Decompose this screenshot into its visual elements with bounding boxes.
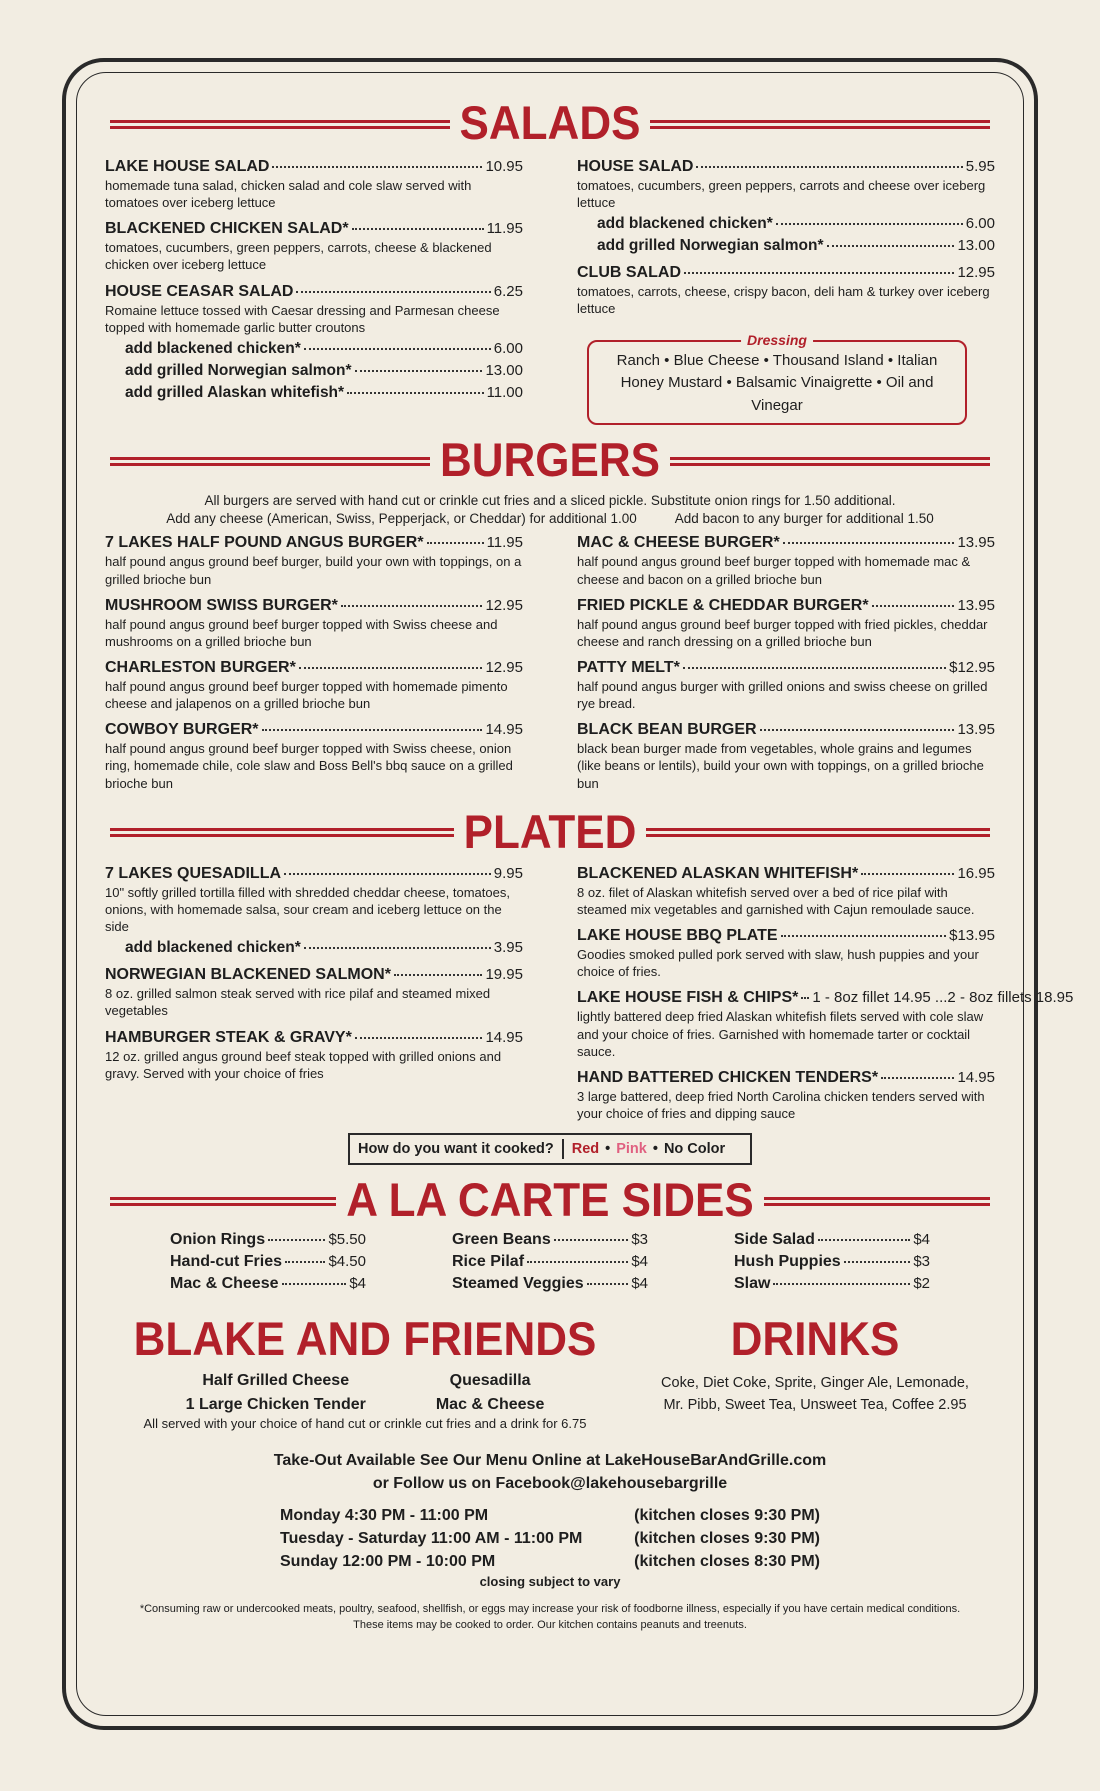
item-description: 8 oz. filet of Alaskan whitefish served over a bed of rice pilaf with steamed mix vegetables and garnished with Cajun remoulade sauce. — [577, 884, 975, 917]
item-description: tomatoes, carrots, cheese, crispy bacon, deli ham & turkey over iceberg lettuce — [577, 284, 990, 317]
sides-column — [170, 1231, 366, 1297]
item-price: 3.95 — [493, 939, 523, 957]
cooking-preference-box: How do you want it cooked? Red • Pink • No Color — [348, 1133, 752, 1165]
menu-item — [577, 865, 995, 918]
burgers-right-column — [577, 534, 995, 800]
item-price: $4 — [349, 1275, 366, 1293]
menu-item-line — [577, 1069, 995, 1087]
side-item — [734, 1275, 930, 1293]
item-name: BLACKENED CHICKEN SALAD* — [105, 220, 349, 238]
menu-item — [105, 158, 523, 211]
leader-dots — [781, 935, 947, 937]
item-description: half pound angus ground beef burger, build your own with toppings, on a grilled brioche bun — [105, 554, 522, 587]
item-price: 13.00 — [957, 237, 995, 255]
burgers-section — [105, 534, 995, 800]
footer — [100, 1449, 1000, 1634]
item-description: tomatoes, cucumbers, green peppers, carrots, cheese & blackened chicken over iceberg lettuce — [105, 240, 492, 273]
item-price: 6.00 — [493, 339, 523, 357]
closing-note: closing subject to vary — [479, 1574, 621, 1590]
item-description: 8 oz. grilled salmon steak served with rice pilaf and steamed mixed vegetables — [105, 986, 491, 1019]
leader-dots — [773, 1283, 910, 1285]
dressing-options-line-1: Ranch • Blue Cheese • Thousand Island • Italian — [616, 351, 938, 369]
leader-dots — [818, 1239, 910, 1241]
menu-item-line — [577, 927, 995, 945]
side-item — [452, 1253, 648, 1271]
facebook-line: or Follow us on Facebook@lakehousebargrille — [372, 1474, 728, 1492]
item-name: HAMBURGER STEAK & GRAVY* — [105, 1028, 352, 1046]
menu-item-line — [105, 283, 523, 301]
item-name: PATTY MELT* — [577, 659, 680, 676]
item-name: 7 LAKES HALF POUND ANGUS BURGER* — [105, 534, 424, 552]
leader-dots — [683, 667, 946, 669]
item-price: 6.25 — [493, 282, 523, 300]
item-price: 13.95 — [957, 534, 995, 552]
menu-item — [105, 721, 523, 791]
item-price: $4 — [631, 1275, 648, 1293]
item-price: 14.95 — [485, 721, 523, 739]
item-name: NORWEGIAN BLACKENED SALMON* — [105, 966, 391, 984]
leader-dots — [801, 997, 809, 999]
item-description: 3 large battered, deep fried North Carolina chicken tenders served with your choice of fries and dipping sauce — [577, 1088, 985, 1122]
leader-dots — [844, 1261, 911, 1263]
menu-item — [105, 659, 523, 712]
item-name: BLACK BEAN BURGER — [577, 721, 757, 739]
leader-dots — [341, 605, 483, 607]
item-description: 10" softly grilled tortilla filled with shredded cheddar cheese, tomatoes, onions, with homemade salsa, sour cream and iceberg lettuce on the side — [105, 884, 510, 935]
leader-dots — [282, 1283, 347, 1285]
menu-item-line — [577, 158, 995, 176]
menu-item-line — [577, 534, 995, 552]
item-price: 14.95 — [957, 1068, 995, 1086]
menu-item-line — [577, 659, 995, 677]
item-name: COWBOY BURGER* — [105, 721, 259, 739]
item-price: 11.95 — [486, 220, 523, 238]
addon-line — [105, 340, 523, 358]
leader-dots — [776, 223, 963, 225]
item-name: Slaw — [734, 1275, 771, 1293]
leader-dots — [347, 392, 484, 394]
item-name: Hand-cut Fries — [170, 1253, 283, 1271]
kids-menu: BLAKE AND FRIENDS Half Grilled Cheese 1 Large Chicken Tender Quesadilla Mac & Cheese All served with your choice of hand cut or crinkle cut fries and a drink for 6.75 — [100, 1317, 630, 1431]
item-price: 12.95 — [485, 659, 523, 676]
leader-dots — [394, 974, 483, 976]
item-price: 9.95 — [493, 864, 523, 882]
item-name: add blackened chicken* — [125, 339, 301, 357]
leader-dots — [881, 1077, 954, 1079]
item-description: half pound angus ground beef burger topped with homemade mac & cheese and bacon on a grilled brioche bun — [577, 554, 971, 587]
menu-item — [577, 158, 995, 255]
menu-item-line — [577, 721, 995, 739]
plated-right-column — [577, 864, 1074, 1131]
item-description: tomatoes, cucumbers, green peppers, carrots and cheese over iceberg lettuce — [577, 178, 986, 211]
leader-dots — [872, 605, 955, 607]
addon-line — [577, 215, 995, 233]
menu-item — [577, 534, 995, 587]
side-item — [452, 1275, 648, 1293]
menu-item — [577, 659, 995, 712]
item-description: half pound angus ground beef burger topped with fried pickles, cheddar cheese and ranch dressing on a grilled brioche bun — [577, 616, 988, 649]
item-price: 6.00 — [965, 215, 995, 233]
item-name: HOUSE SALAD — [577, 158, 694, 175]
item-price: 16.95 — [957, 864, 995, 882]
leader-dots — [587, 1283, 629, 1285]
menu-item — [577, 597, 995, 650]
menu-item — [105, 283, 523, 402]
burgers-left-column — [105, 534, 523, 800]
item-price: $4 — [631, 1253, 648, 1271]
kids-and-drinks — [100, 1313, 1000, 1431]
cook-no-color: No Color — [663, 1141, 726, 1158]
menu-item — [577, 721, 995, 791]
menu-item-line — [577, 865, 995, 883]
leader-dots — [272, 166, 482, 168]
leader-dots — [262, 729, 483, 731]
item-description: Romaine lettuce tossed with Caesar dressing and Parmesan cheese topped with homemade garlic butter croutons — [105, 302, 500, 335]
salads-heading: SALADS — [110, 102, 990, 146]
dressing-label: Dressing — [741, 332, 813, 348]
menu-item-line — [105, 1029, 523, 1047]
menu-item-line — [105, 865, 523, 883]
salads-left-column — [105, 158, 523, 425]
item-name: add blackened chicken* — [597, 215, 773, 233]
leader-dots — [284, 873, 491, 875]
item-description: half pound angus ground beef burger topped with Swiss cheese and mushrooms on a grilled brioche bun — [105, 616, 498, 649]
hours-row: Monday 4:30 PM - 11:00 PM (kitchen closes 9:30 PM) — [280, 1507, 820, 1525]
side-item — [170, 1275, 366, 1293]
item-name: LAKE HOUSE BBQ PLATE — [577, 927, 778, 945]
disclaimer: *Consuming raw or undercooked meats, poultry, seafood, shellfish, or eggs may increase your risk of foodborne illness, especially if you have certain medical conditions. These items may be cooked to order. Our kitchen contains peanuts and treenuts. — [139, 1603, 961, 1632]
menu-item — [105, 865, 523, 957]
item-name: add grilled Norwegian salmon* — [125, 361, 352, 379]
sides-section — [170, 1231, 930, 1297]
item-price: $4 — [913, 1231, 930, 1249]
item-price: 19.95 — [485, 966, 523, 984]
item-price: $3 — [631, 1231, 648, 1249]
side-item — [170, 1231, 366, 1249]
side-item — [734, 1253, 930, 1271]
sides-column — [734, 1231, 930, 1297]
burgers-addons-note: Add any cheese (American, Swiss, Pepperjack, or Cheddar) for additional 1.00 Add bacon to any burger for additional 1.50 — [166, 511, 934, 527]
plated-left-column — [105, 865, 523, 1131]
menu-item-line — [577, 597, 995, 615]
item-name: Green Beans — [452, 1231, 551, 1249]
hours-row: Sunday 12:00 PM - 10:00 PM (kitchen closes 8:30 PM) — [280, 1552, 820, 1570]
item-price: $5.50 — [328, 1231, 366, 1249]
item-price: 13.00 — [485, 361, 523, 379]
leader-dots — [527, 1261, 628, 1263]
dressing-options-line-2: Honey Mustard • Balsamic Vinaigrette • Oil and Vinegar — [620, 374, 934, 414]
hours-row: Tuesday - Saturday 11:00 AM - 11:00 PM (kitchen closes 9:30 PM) — [280, 1529, 820, 1547]
drinks-title: DRINKS — [730, 1313, 900, 1367]
item-name: HAND BATTERED CHICKEN TENDERS* — [577, 1068, 879, 1086]
item-description: half pound angus ground beef burger topped with Swiss cheese, onion ring, homemade chile, cole slaw and Boss Bell's bbq sauce on a grilled brioche bun — [105, 741, 513, 791]
item-price: $2 — [913, 1275, 930, 1293]
item-name: 7 LAKES QUESADILLA — [105, 864, 282, 882]
hours — [280, 1505, 820, 1573]
item-name: Hush Puppies — [734, 1253, 841, 1271]
leader-dots — [355, 370, 483, 372]
item-description: black bean burger made from vegetables, whole grains and legumes (like beans or lentils), build your own with toppings, on a grilled brioche bun — [577, 741, 984, 791]
item-price: 11.95 — [486, 534, 523, 552]
menu-page — [100, 96, 1074, 1706]
item-description: half pound angus burger with grilled onions and swiss cheese on grilled rye bread. — [577, 679, 988, 712]
menu-item — [105, 534, 523, 587]
item-name: Steamed Veggies — [452, 1275, 584, 1293]
dressing-box — [587, 331, 967, 426]
item-name: FRIED PICKLE & CHEDDAR BURGER* — [577, 596, 869, 614]
menu-item — [577, 927, 995, 980]
item-price: $13.95 — [949, 927, 995, 945]
leader-dots — [296, 291, 490, 293]
leader-dots — [783, 542, 955, 544]
item-price: 1 - 8oz fillet 14.95 ...2 - 8oz fillets 18.95 — [812, 989, 1074, 1007]
side-item — [452, 1231, 648, 1249]
item-price: $3 — [913, 1253, 930, 1271]
item-price: 13.95 — [957, 596, 995, 614]
sides-column — [452, 1231, 648, 1297]
kids-title: BLAKE AND FRIENDS — [133, 1313, 597, 1367]
cook-red: Red — [571, 1141, 600, 1158]
sides-heading: A LA CARTE SIDES — [110, 1179, 990, 1223]
item-name: LAKE HOUSE FISH & CHIPS* — [577, 989, 799, 1007]
menu-item-line — [105, 597, 523, 615]
menu-item-line — [105, 966, 523, 984]
salads-right-column — [577, 158, 995, 425]
leader-dots — [304, 947, 491, 949]
plated-heading: PLATED — [110, 811, 990, 855]
item-name: Onion Rings — [170, 1231, 266, 1249]
leader-dots — [760, 729, 955, 731]
takeout-line: Take-Out Available See Our Menu Online at LakeHouseBarAndGrille.com — [273, 1451, 827, 1469]
menu-item — [577, 1069, 995, 1122]
addon-line — [105, 362, 523, 380]
menu-item — [105, 966, 523, 1019]
menu-item-line — [105, 534, 523, 552]
item-name: CLUB SALAD — [577, 264, 681, 282]
item-name: add grilled Alaskan whitefish* — [125, 383, 345, 401]
drinks-menu: DRINKS Coke, Diet Coke, Sprite, Ginger Ale, Lemonade, Mr. Pibb, Sweet Tea, Unsweet Tea, Coffee 2.95 — [630, 1317, 1000, 1431]
item-description: 12 oz. grilled angus ground beef steak topped with grilled onions and gravy. Served with your choice of fries — [105, 1048, 502, 1081]
menu-item — [105, 220, 523, 273]
item-name: BLACKENED ALASKAN WHITEFISH* — [577, 864, 859, 882]
item-name: add grilled Norwegian salmon* — [597, 237, 824, 255]
menu-item-line — [105, 659, 523, 677]
item-name: Mac & Cheese — [170, 1275, 279, 1293]
item-name: LAKE HOUSE SALAD — [105, 158, 270, 175]
leader-dots — [684, 272, 954, 274]
menu-item — [577, 989, 1074, 1059]
item-name: Side Salad — [734, 1231, 815, 1249]
item-price: 11.00 — [486, 383, 523, 401]
item-description: half pound angus ground beef burger topped with homemade pimento cheese and jalapenos on a grilled brioche bun — [105, 679, 508, 712]
addon-line — [105, 384, 523, 402]
item-name: CHARLESTON BURGER* — [105, 659, 296, 676]
item-description: homemade tuna salad, chicken salad and cole slaw served with tomatoes over iceberg lettuce — [105, 178, 472, 211]
kids-note: All served with your choice of hand cut or crinkle cut fries and a drink for 6.75 — [143, 1415, 587, 1431]
side-item — [170, 1253, 366, 1271]
menu-item-line — [105, 158, 523, 176]
burgers-note: All burgers are served with hand cut or crinkle cut fries and a sliced pickle. Substitute onion rings for 1.50 additional. — [204, 493, 896, 509]
menu-item — [105, 597, 523, 650]
item-name: add blackened chicken* — [125, 939, 301, 957]
salads-section — [105, 158, 995, 425]
item-price: 10.95 — [485, 158, 523, 175]
menu-item-line — [105, 220, 523, 238]
item-name: Rice Pilaf — [452, 1253, 525, 1271]
item-name: HOUSE CEASAR SALAD — [105, 282, 294, 300]
menu-item-line — [577, 264, 995, 282]
item-description: Goodies smoked pulled pork served with slaw, hush puppies and your choice of fries. — [577, 947, 979, 980]
item-price: 12.95 — [485, 596, 523, 614]
leader-dots — [285, 1261, 325, 1263]
leader-dots — [827, 245, 955, 247]
leader-dots — [696, 166, 962, 168]
cook-pink: Pink — [616, 1141, 647, 1158]
leader-dots — [352, 228, 484, 230]
item-price: 5.95 — [965, 158, 995, 175]
leader-dots — [268, 1239, 325, 1241]
leader-dots — [427, 542, 484, 544]
menu-item — [105, 1029, 523, 1082]
addon-line — [105, 939, 523, 957]
item-price: $12.95 — [949, 659, 995, 676]
menu-item-line — [577, 989, 1074, 1007]
side-item — [734, 1231, 930, 1249]
leader-dots — [554, 1239, 629, 1241]
item-price: $4.50 — [328, 1253, 366, 1271]
menu-item — [577, 264, 995, 317]
item-description: lightly battered deep fried Alaskan whitefish filets served with cole slaw and your choice of fries. Garnished with homemade tarter or cocktail sauce. — [577, 1009, 984, 1059]
leader-dots — [299, 667, 483, 669]
leader-dots — [861, 873, 954, 875]
menu-item-line — [105, 721, 523, 739]
burgers-heading: BURGERS — [110, 439, 990, 483]
item-name: MUSHROOM SWISS BURGER* — [105, 596, 338, 614]
plated-section — [105, 864, 1074, 1131]
item-price: 12.95 — [957, 264, 995, 282]
leader-dots — [304, 348, 491, 350]
item-price: 14.95 — [485, 1028, 523, 1046]
item-price: 13.95 — [957, 721, 995, 739]
item-name: MAC & CHEESE BURGER* — [577, 534, 780, 552]
leader-dots — [355, 1037, 483, 1039]
addon-line — [577, 237, 995, 255]
